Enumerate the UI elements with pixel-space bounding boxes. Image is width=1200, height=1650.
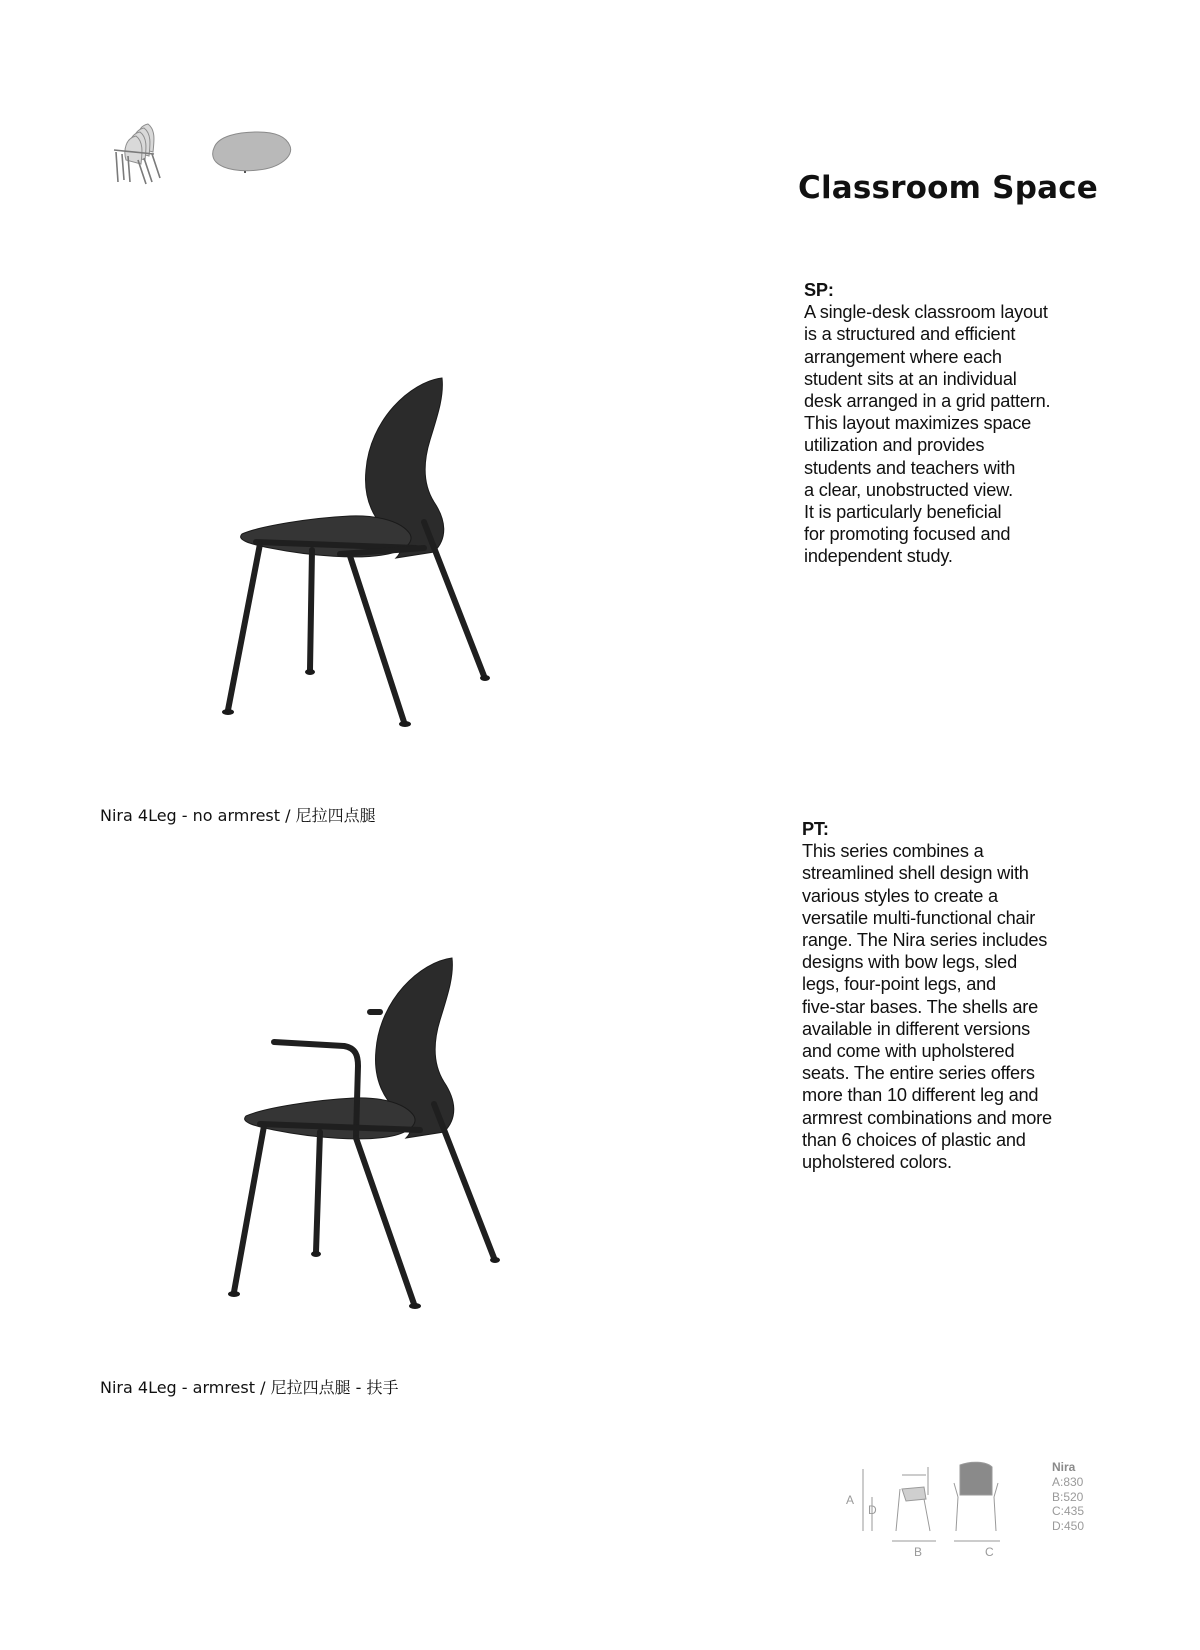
sp-line: This layout maximizes space: [804, 413, 1032, 434]
spec-d: D:450: [1052, 1519, 1085, 1534]
dim-label-b: B: [914, 1545, 923, 1559]
pt-line: This series combines a: [802, 841, 984, 862]
product-caption-no-armrest: Nira 4Leg - no armrest / 尼拉四点腿: [100, 806, 376, 825]
sp-label: SP:: [804, 280, 834, 300]
pt-description: [802, 818, 1102, 1173]
sp-line: independent study.: [804, 546, 953, 567]
pt-line: seats. The entire series offers: [802, 1063, 1035, 1084]
pt-line: more than 10 different leg and: [802, 1085, 1039, 1106]
sp-line: a clear, unobstructed view.: [804, 479, 1013, 500]
spec-model: Nira: [1052, 1460, 1076, 1474]
pt-line: range. The Nira series includes: [802, 930, 1048, 951]
pt-label: PT:: [802, 819, 829, 839]
stacked-chairs-icon: [108, 116, 178, 186]
pt-line: five-star bases. The shells are: [802, 996, 1039, 1017]
sp-description: [804, 279, 1104, 568]
spec-a: A:830: [1052, 1474, 1084, 1489]
spec-c: C:435: [1052, 1504, 1085, 1519]
product-caption-armrest: Nira 4Leg - armrest / 尼拉四点腿 - 扶手: [100, 1378, 399, 1397]
sp-line: is a structured and efficient: [804, 324, 1016, 345]
pt-line: legs, four-point legs, and: [802, 974, 996, 995]
sp-line: utilization and provides: [804, 435, 985, 456]
pt-line: than 6 choices of plastic and: [802, 1129, 1026, 1150]
pt-line: available in different versions: [802, 1018, 1031, 1039]
sp-line: It is particularly beneficial: [804, 502, 1002, 523]
pt-line: designs with bow legs, sled: [802, 952, 1017, 973]
sp-line: arrangement where each: [804, 346, 1002, 367]
pt-line: upholstered colors.: [802, 1152, 952, 1173]
pt-line: armrest combinations and more: [802, 1107, 1052, 1128]
dimension-specs: [1052, 1460, 1084, 1534]
chair-armrest-image: [220, 950, 520, 1320]
dim-label-d: D: [868, 1503, 877, 1517]
dim-label-c: C: [985, 1545, 994, 1559]
seat-pad-icon: [208, 128, 298, 178]
sp-line: students and teachers with: [804, 457, 1016, 478]
spec-b: B:520: [1052, 1489, 1084, 1504]
pt-line: streamlined shell design with: [802, 863, 1029, 884]
sp-line: desk arranged in a grid pattern.: [804, 391, 1051, 412]
chair-no-armrest-image: [220, 370, 520, 740]
dim-label-a: A: [846, 1493, 855, 1507]
sp-line: A single-desk classroom layout: [804, 302, 1048, 323]
pt-line: various styles to create a: [802, 885, 998, 906]
pt-line: versatile multi-functional chair: [802, 907, 1036, 928]
pt-line: and come with upholstered: [802, 1041, 1015, 1062]
sp-line: student sits at an individual: [804, 368, 1017, 389]
page-title: Classroom Space: [798, 170, 1099, 206]
sp-line: for promoting focused and: [804, 524, 1011, 545]
